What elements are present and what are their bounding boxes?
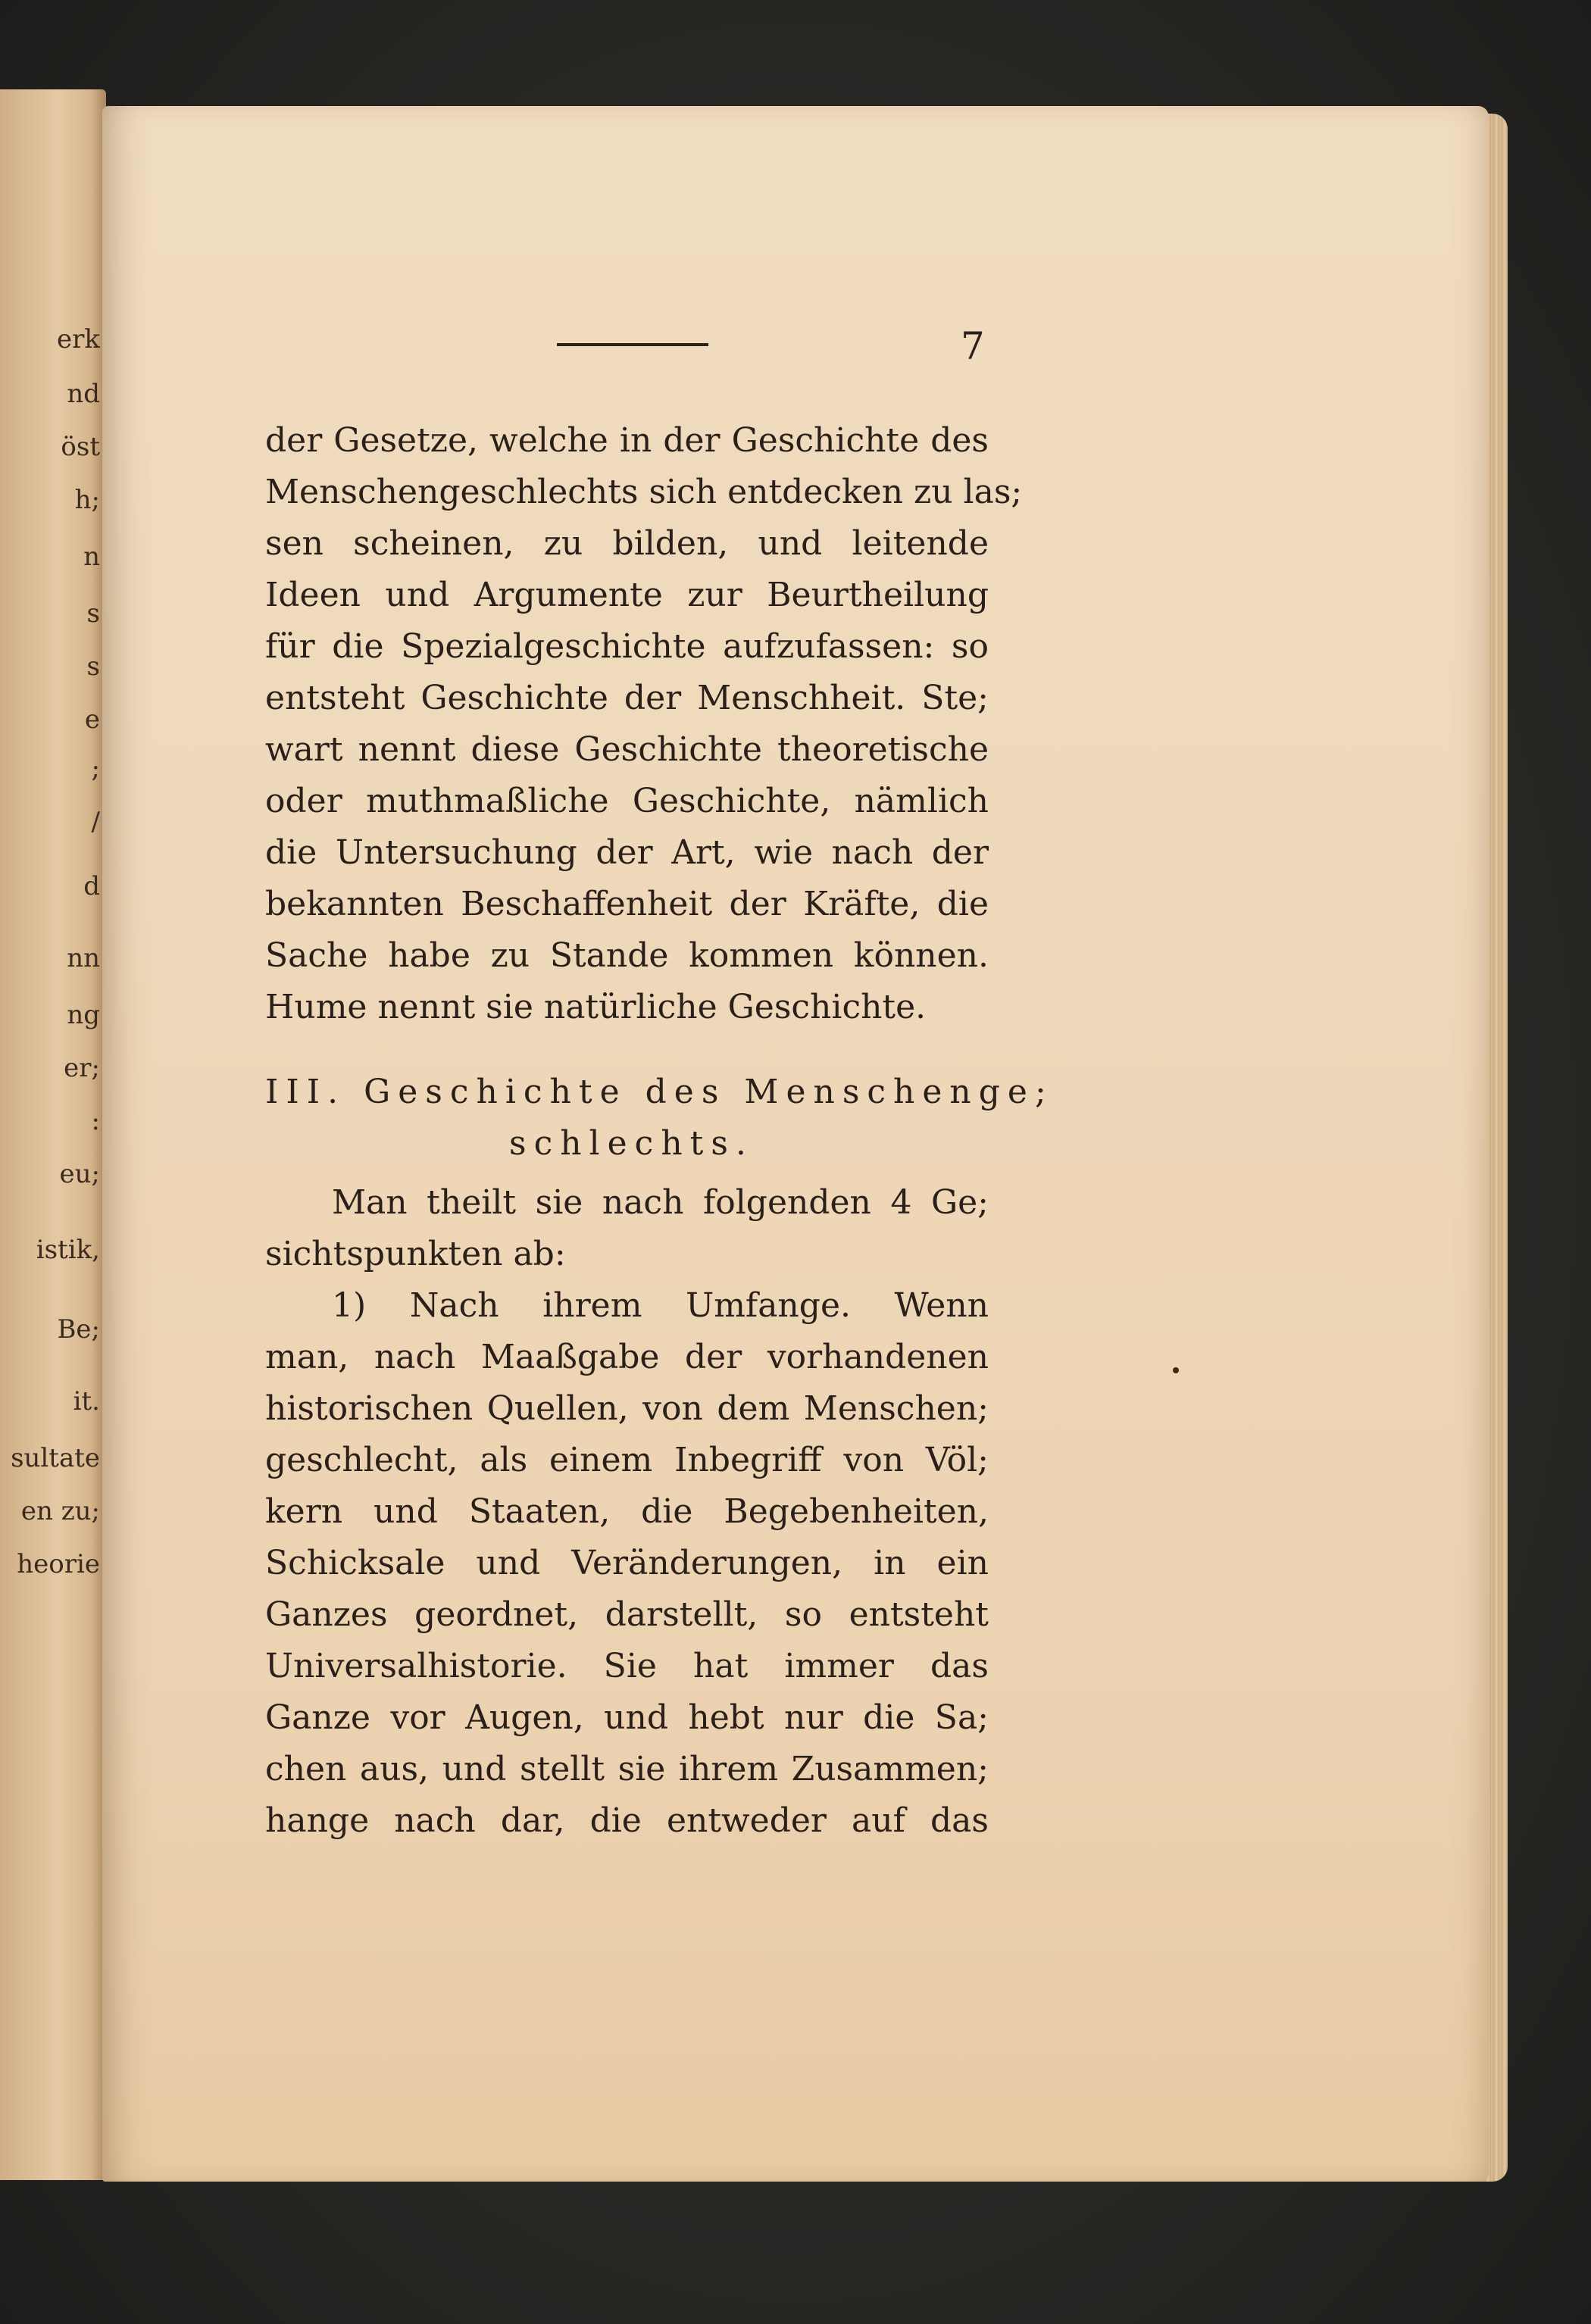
text-line: 1) Nach ihrem Umfange. Wenn <box>332 1286 989 1325</box>
left-page-fragment: : <box>91 1106 100 1136</box>
left-page-fragment: en zu; <box>20 1496 100 1526</box>
text-line: der Gesetze, welche in der Geschichte des <box>265 421 989 460</box>
left-page-fragment: nn <box>67 943 100 973</box>
left-page-fragment: heorie <box>17 1549 100 1579</box>
left-page-fragment: erk <box>57 324 100 355</box>
left-page-fragment: / <box>91 807 100 837</box>
text-line: für die Spezialgeschichte aufzufassen: so <box>265 627 989 666</box>
text-line: chen aus, und stellt sie ihrem Zusammen; <box>265 1750 989 1788</box>
text-line: kern und Staaten, die Begebenheiten, <box>265 1492 989 1531</box>
section-heading: III. Geschichte des Menschenge; <box>265 1073 1054 1111</box>
left-page-fragment: n <box>83 542 100 572</box>
text-line: man, nach Maaßgabe der vorhandenen <box>265 1338 989 1376</box>
text-line: Hume nennt sie natürliche Geschichte. <box>265 988 927 1026</box>
header-rule <box>557 343 708 346</box>
text-line: sen scheinen, zu bilden, und leitende <box>265 524 989 563</box>
left-page-fragment: h; <box>74 485 100 515</box>
left-page-fragment: nd <box>67 379 100 409</box>
text-line: die Untersuchung der Art, wie nach der <box>265 833 989 872</box>
text-line: Sache habe zu Stande kommen können. <box>265 936 989 975</box>
left-page-fragment: ; <box>91 754 100 784</box>
text-line: hange nach dar, die entweder auf das <box>265 1801 989 1840</box>
page-number: 7 <box>961 324 985 368</box>
text-line: wart nennt diese Geschichte theoretische <box>265 730 989 769</box>
text-line: Ganzes geordnet, darstellt, so entsteht <box>265 1595 989 1634</box>
left-page-fragment: er; <box>64 1053 100 1083</box>
left-page-fragment: e <box>84 704 100 735</box>
left-page-fragment: d <box>83 871 100 901</box>
left-page-fragment: sultate <box>11 1443 100 1473</box>
left-page-edge <box>0 89 106 2180</box>
left-page-fragment: ng <box>67 1000 100 1030</box>
text-line: Universalhistorie. Sie hat immer das <box>265 1647 989 1685</box>
text-line: entsteht Geschichte der Menschheit. Ste; <box>265 679 989 717</box>
text-line: bekannten Beschaffenheit der Kräfte, die <box>265 885 989 923</box>
section-heading-cont: schlechts. <box>509 1124 754 1163</box>
text-line: Ganze vor Augen, und hebt nur die Sa; <box>265 1698 989 1737</box>
left-page-fragment: öst <box>61 432 100 462</box>
left-page-fragment: eu; <box>59 1159 100 1189</box>
text-line: Schicksale und Veränderungen, in ein <box>265 1544 989 1582</box>
text-line: Menschengeschlechts sich entdecken zu las; <box>265 473 1023 511</box>
left-page-fragment: it. <box>73 1386 100 1417</box>
text-line: oder muthmaßliche Geschichte, nämlich <box>265 782 989 820</box>
left-page-fragment: s <box>86 651 100 682</box>
left-page-fragment: istik, <box>36 1235 100 1265</box>
text-line: geschlecht, als einem Inbegriff von Völ; <box>265 1441 989 1479</box>
ink-speck <box>1173 1367 1179 1373</box>
text-line: historischen Quellen, von dem Menschen; <box>265 1389 989 1428</box>
text-line: sichtspunkten ab: <box>265 1235 566 1273</box>
text-line: Man theilt sie nach folgenden 4 Ge; <box>332 1183 989 1222</box>
left-page-fragment: s <box>86 598 100 629</box>
left-page-fragment: Be; <box>57 1314 100 1345</box>
text-line: Ideen und Argumente zur Beurtheilung <box>265 576 989 614</box>
